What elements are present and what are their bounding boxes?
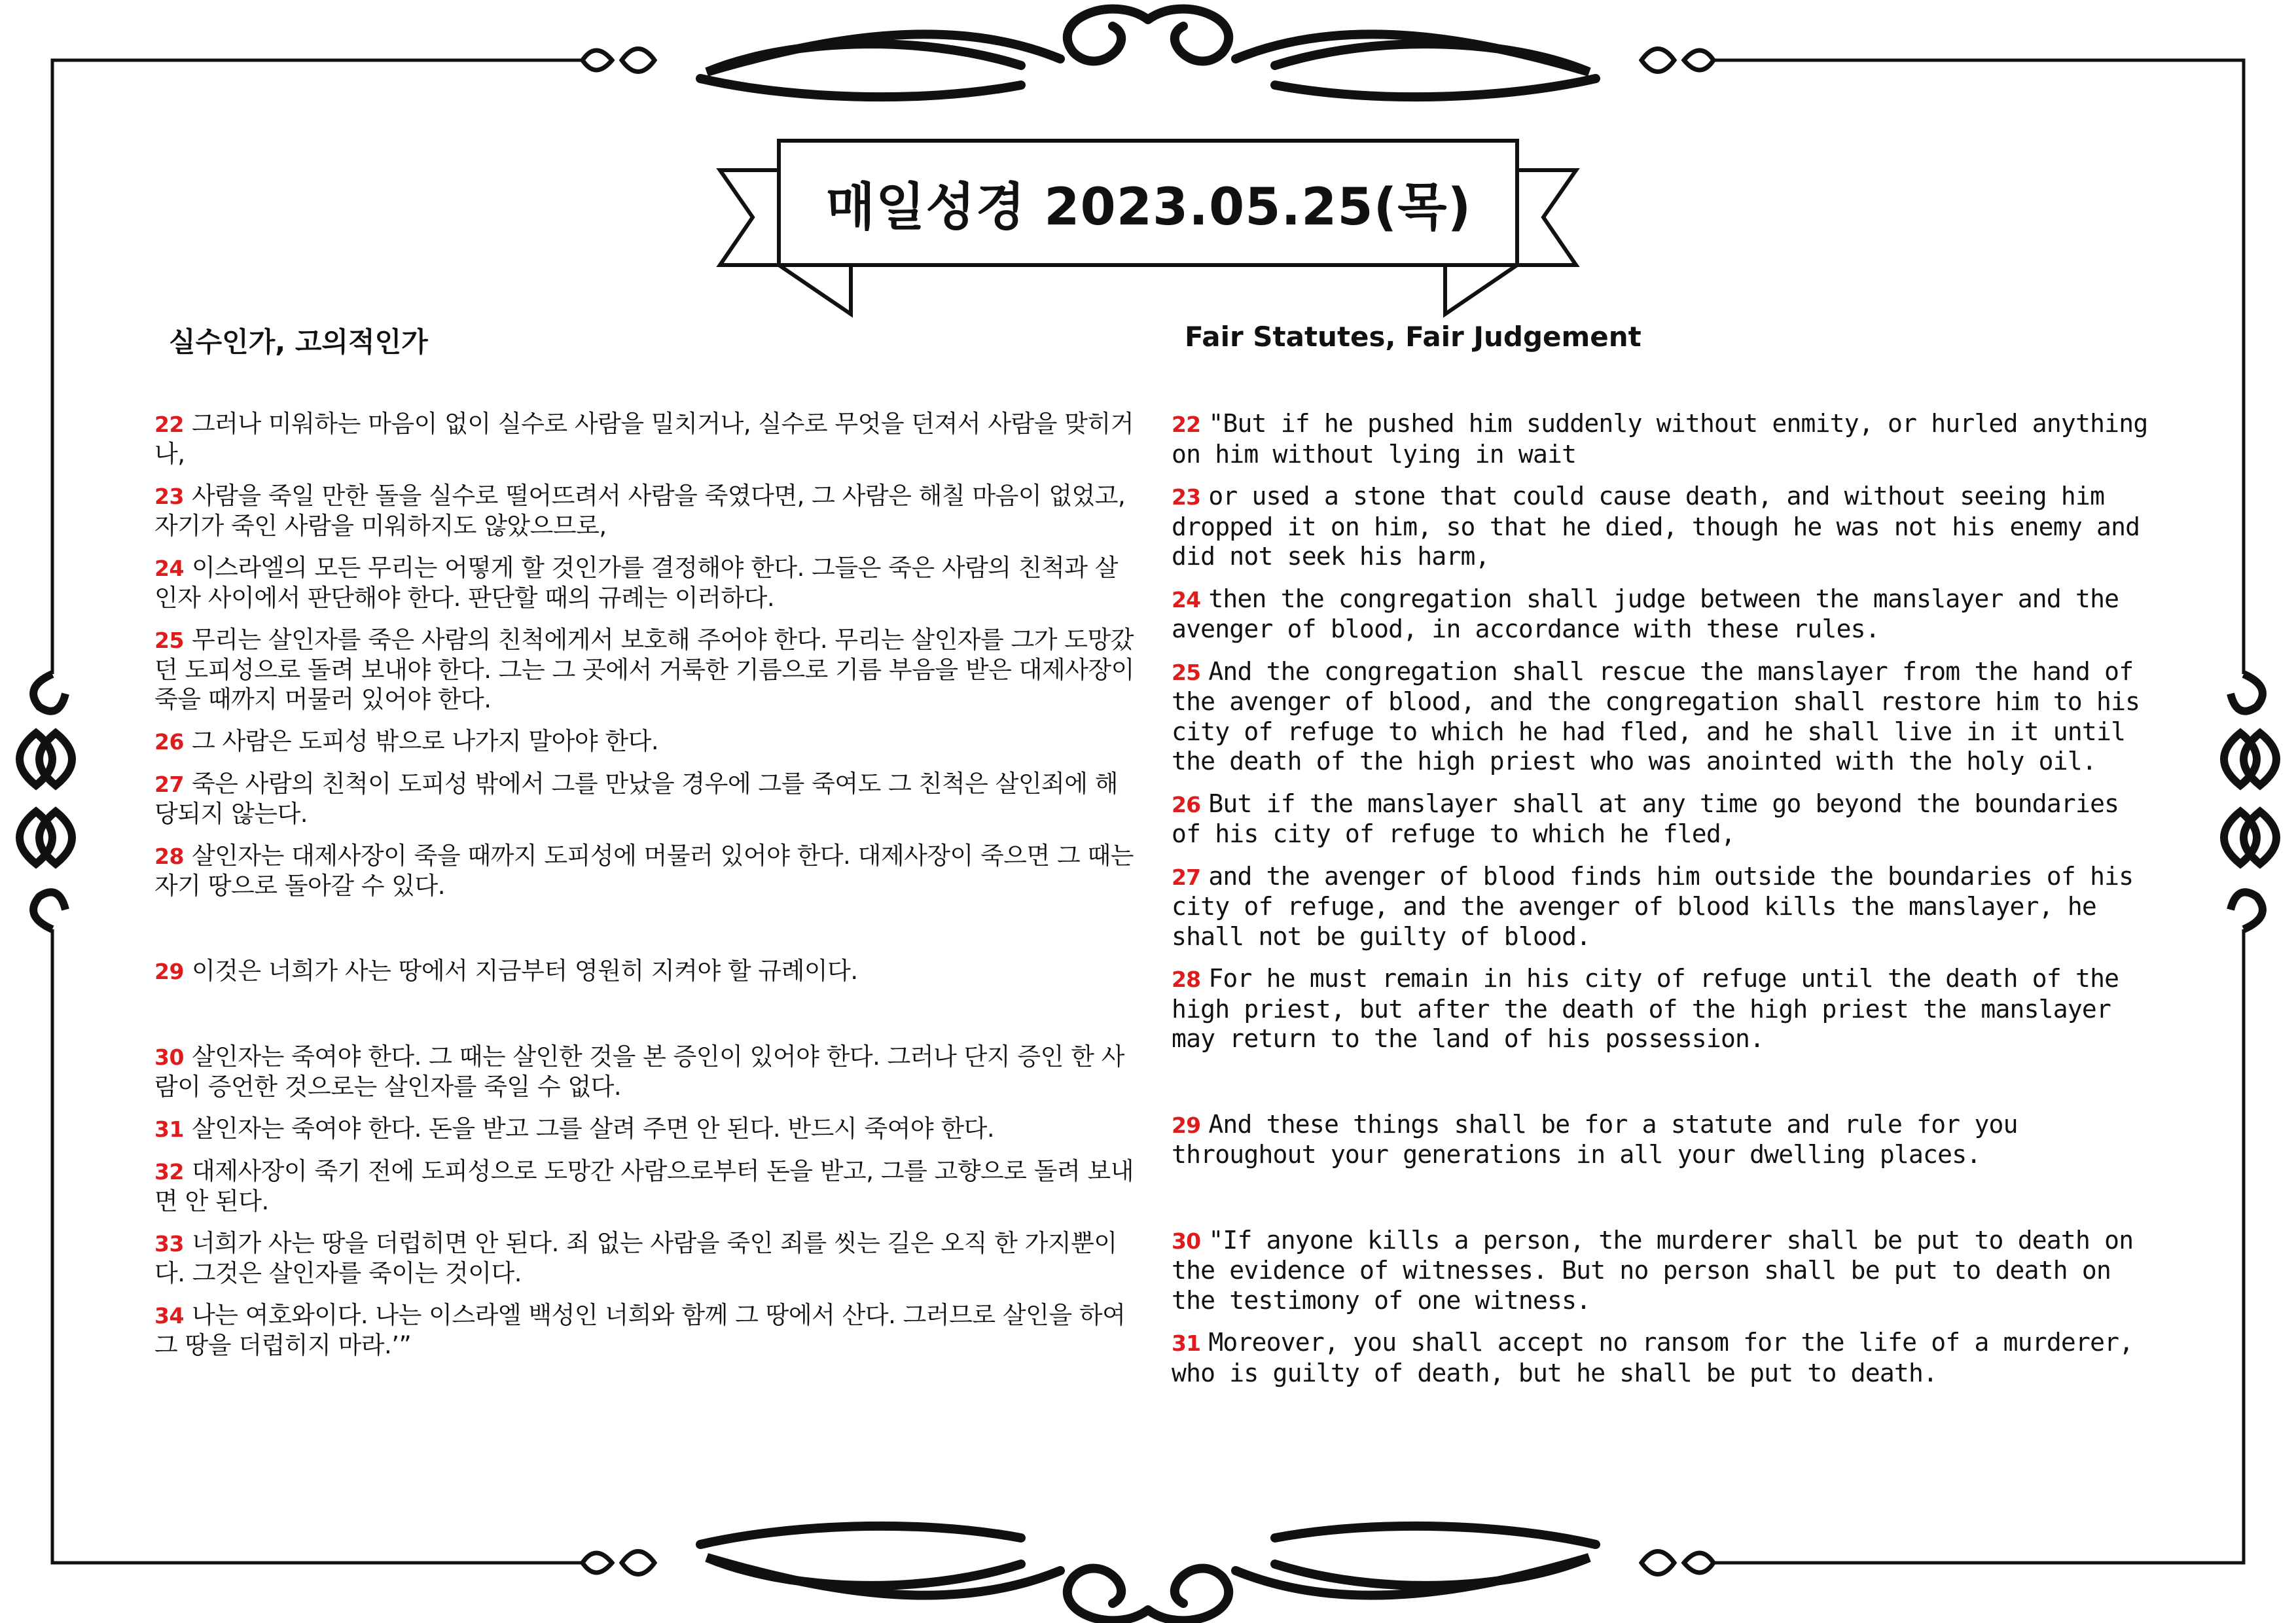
verse-ko-26: [154, 726, 1136, 757]
verse-number: 22: [1172, 412, 1201, 437]
verse-text: "If anyone kills a person, the murderer shall be put to death on the evidence of witnesses. But no person shall be put to death on the testimony of one witness.: [1172, 1225, 2134, 1315]
verse-number: 31: [1172, 1330, 1201, 1356]
korean-section-title: 실수인가, 고의적인가: [169, 326, 428, 358]
verse-number: 25: [1172, 659, 1201, 685]
verse-number: 28: [1172, 967, 1201, 992]
verse-en-22: [1172, 409, 2153, 469]
verse-text: And these things shall be for a statute and rule for you throughout your generations in all your dwelling places.: [1172, 1109, 2018, 1169]
verse-number: 25: [154, 628, 184, 653]
verse-number: 23: [154, 484, 184, 509]
verse-text: 이것은 너희가 사는 땅에서 지금부터 영원히 지켜야 할 규례이다.: [191, 957, 858, 985]
verse-number: 33: [154, 1231, 184, 1257]
verse-text: 그러나 미워하는 마음이 없이 실수로 사람을 밀치거나, 실수로 무엇을 던져서 사람을 맞히거나,: [154, 410, 1134, 468]
verse-number: 24: [154, 556, 184, 581]
bottom-flourish: [700, 1526, 1596, 1620]
verse-number: 32: [154, 1159, 184, 1185]
verse-text: 너희가 사는 땅을 더럽히면 안 된다. 죄 없는 사람을 죽인 죄를 씻는 길은 오직 한 가지뿐이다. 그것은 살인자를 죽이는 것이다.: [154, 1229, 1117, 1287]
verse-ko-34: [154, 1300, 1136, 1360]
verse-text: 대제사장이 죽기 전에 도피성으로 도망간 사람으로부터 돈을 받고, 그를 고향으로 돌려 보내면 안 된다.: [154, 1157, 1134, 1215]
verse-en-27: [1172, 862, 2153, 952]
verse-number: 27: [154, 772, 184, 797]
verse-en-29: [1172, 1110, 2153, 1170]
verse-en-30: [1172, 1226, 2153, 1316]
top-flourish: [700, 9, 1596, 97]
verse-text: "But if he pushed him suddenly without enmity, or hurled anything on him without lying in wait: [1172, 409, 2148, 469]
verse-text: then the congregation shall judge between the manslayer and the avenger of blood, in accordance with these rules.: [1172, 584, 2119, 643]
verse-number: 22: [154, 412, 184, 437]
verse-ko-31: [154, 1114, 1136, 1144]
verse-text: 나는 여호와이다. 나는 이스라엘 백성인 너희와 함께 그 땅에서 산다. 그러므로 살인을 하여 그 땅을 더럽히지 마라.’”: [154, 1301, 1126, 1359]
verse-en-24: [1172, 584, 2153, 645]
left-flourish: [20, 674, 72, 929]
verse-en-31: [1172, 1328, 2153, 1388]
verse-text: 사람을 죽일 만한 돌을 실수로 떨어뜨려서 사람을 죽였다면, 그 사람은 해칠 마음이 없었고, 자기가 죽인 사람을 미워하지도 않았으므로,: [154, 482, 1126, 540]
verse-number: 28: [154, 844, 184, 869]
verse-ko-29: [154, 956, 1136, 986]
verse-ko-23: [154, 481, 1136, 541]
verse-number: 30: [1172, 1228, 1201, 1254]
verse-text: 살인자는 죽여야 한다. 그 때는 살인한 것을 본 증인이 있어야 한다. 그러나 단지 증인 한 사람이 증언한 것으로는 살인자를 죽일 수 없다.: [154, 1043, 1124, 1101]
verse-text: 그 사람은 도피성 밖으로 나가지 말아야 한다.: [191, 727, 659, 755]
verse-text: 죽은 사람의 친척이 도피성 밖에서 그를 만났을 경우에 그를 죽여도 그 친척은 살인죄에 해당되지 않는다.: [154, 770, 1119, 828]
verse-text: 무리는 살인자를 죽은 사람의 친척에게서 보호해 주어야 한다. 무리는 살인자를 그가 도망갔던 도피성으로 돌려 보내야 한다. 그는 그 곳에서 거룩한 기름으로 기름 부음을 받은 대제사장이 죽을 때까지 머물러 있어야 한다.: [154, 626, 1134, 713]
verse-number: 26: [1172, 791, 1201, 817]
page-title: 매일성경 2023.05.25(목): [825, 178, 1472, 237]
verse-text: But if the manslayer shall at any time go beyond the boundaries of his city of refuge to which he fled,: [1172, 789, 2119, 848]
verse-en-28: [1172, 964, 2153, 1054]
verse-number: 34: [154, 1303, 184, 1329]
verse-ko-28: [154, 841, 1136, 901]
verse-number: 30: [154, 1044, 184, 1070]
verse-ko-33: [154, 1228, 1136, 1288]
english-section-title: Fair Statutes, Fair Judgement: [1185, 321, 1641, 353]
verse-number: 26: [154, 729, 184, 755]
verse-en-25: [1172, 657, 2153, 777]
verse-text: Moreover, you shall accept no ransom for the life of a murderer, who is guilty of death, but he shall be put to death.: [1172, 1328, 2134, 1387]
verse-number: 27: [1172, 864, 1201, 890]
verse-ko-22: [154, 409, 1136, 469]
verse-ko-27: [154, 769, 1136, 829]
verse-text: and the avenger of blood finds him outside the boundaries of his city of refuge, and the avenger of blood kills the manslayer, he shall not be guilty of blood.: [1172, 861, 2134, 951]
verse-text: 이스라엘의 모든 무리는 어떻게 할 것인가를 결정해야 한다. 그들은 죽은 사람의 친척과 살인자 사이에서 판단해야 한다. 판단할 때의 규례는 이러하다.: [154, 554, 1119, 612]
korean-verses: [154, 409, 1136, 1372]
english-verses: [1172, 409, 2153, 1400]
verse-text: And the congregation shall rescue the manslayer from the hand of the avenger of blood, and the congregation shall restore him to his city of refuge to which he had fled, and he shall live in it until the death of the high priest who was anointed with the holy oil.: [1172, 656, 2140, 776]
verse-ko-32: [154, 1156, 1136, 1216]
right-flourish: [2224, 674, 2276, 929]
verse-number: 24: [1172, 586, 1201, 613]
verse-text: For he must remain in his city of refuge until the death of the high priest, but after the death of the high priest the manslayer may return to the land of his possession.: [1172, 964, 2119, 1053]
verse-ko-24: [154, 553, 1136, 613]
verse-ko-30: [154, 1042, 1136, 1101]
verse-text: or used a stone that could cause death, and without seeing him dropped it on him, so that he died, though he was not his enemy and did not seek his harm,: [1172, 482, 2140, 571]
verse-number: 23: [1172, 484, 1201, 510]
verse-en-23: [1172, 482, 2153, 572]
verse-en-26: [1172, 789, 2153, 849]
verse-number: 29: [154, 959, 184, 984]
verse-ko-25: [154, 625, 1136, 714]
verse-text: 살인자는 대제사장이 죽을 때까지 도피성에 머물러 있어야 한다. 대제사장이 죽으면 그 때는 자기 땅으로 돌아갈 수 있다.: [154, 842, 1134, 900]
verse-number: 31: [154, 1116, 184, 1142]
verse-number: 29: [1172, 1112, 1201, 1138]
verse-text: 살인자는 죽여야 한다. 돈을 받고 그를 살려 주면 안 된다. 반드시 죽여야 한다.: [191, 1115, 995, 1143]
